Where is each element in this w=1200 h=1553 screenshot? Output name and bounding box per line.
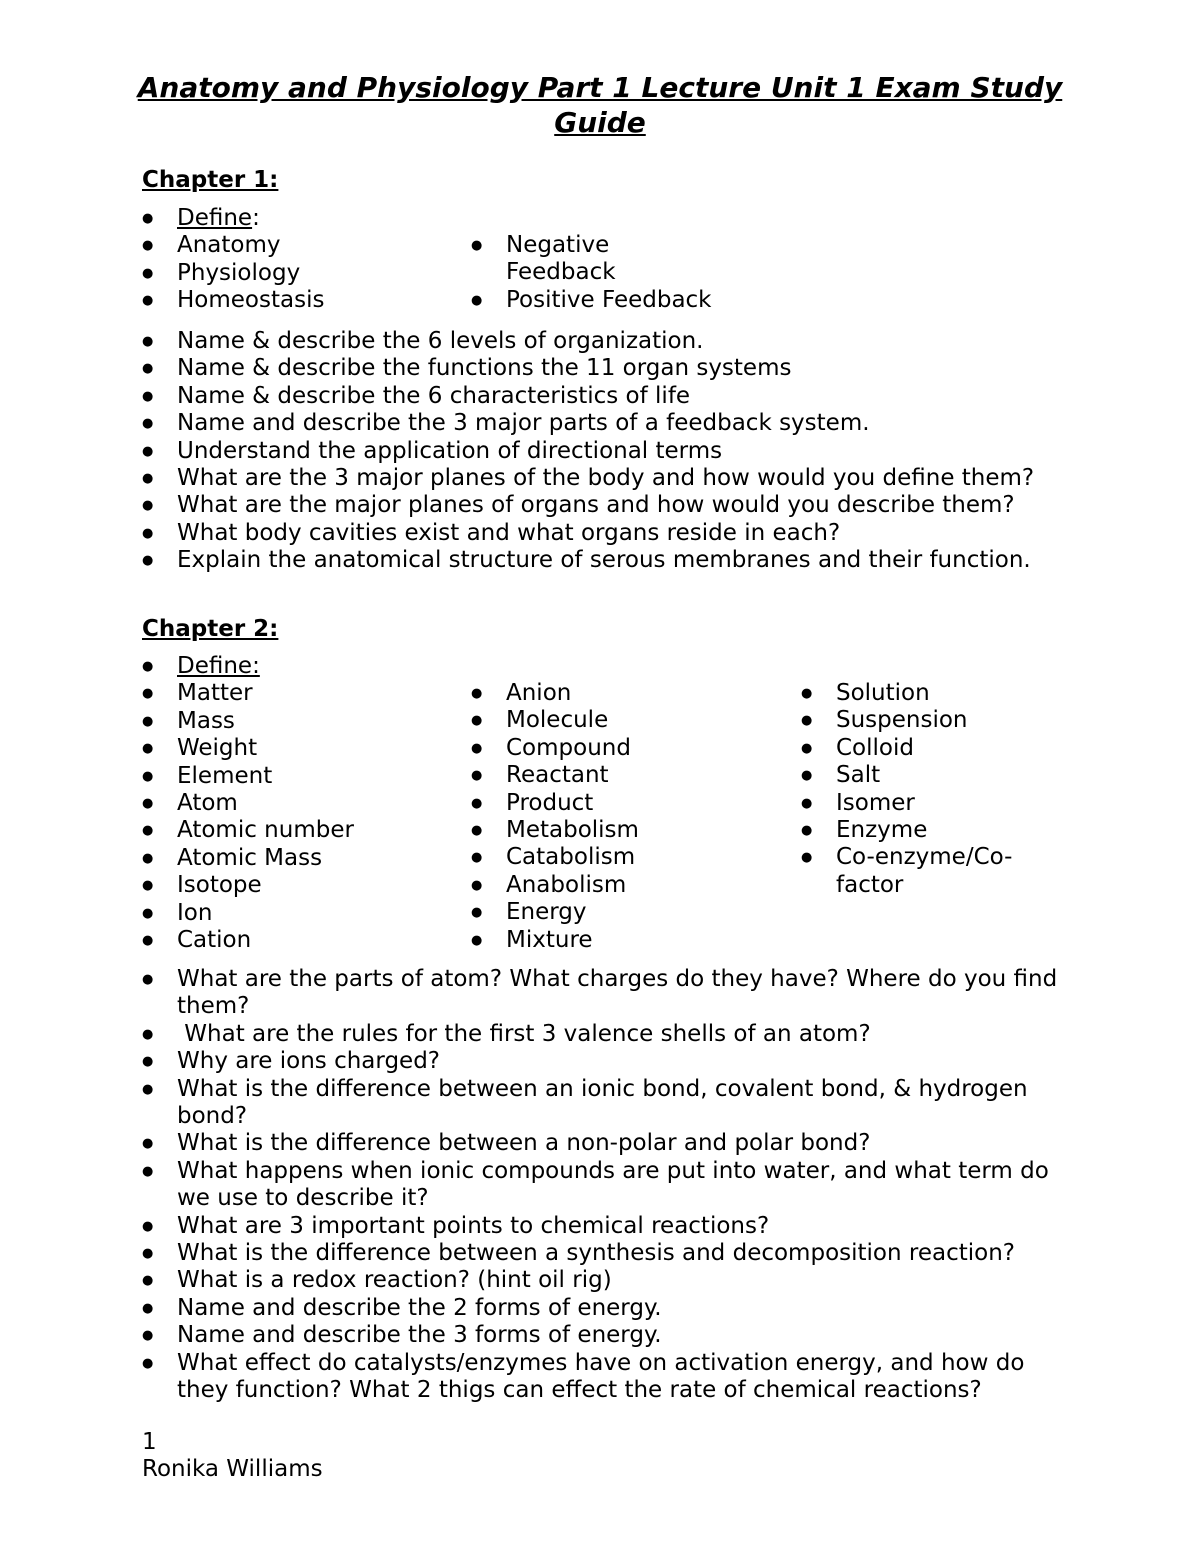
term-item: ● Mixture: [471, 927, 771, 954]
term-item: ● Anabolism: [471, 872, 771, 899]
term-item: ● Co-enzyme/Co-factor: [801, 844, 1031, 899]
question-item: ● Understand the application of directional terms: [142, 438, 1062, 465]
term-item: ● Atomic number: [142, 817, 452, 844]
question-item: ● What is the difference between a non-polar and polar bond?: [142, 1130, 1062, 1157]
term-item: ● Atomic Mass: [142, 845, 452, 872]
chapter-2-define-col-3: [801, 680, 1031, 899]
define-label: Define: [177, 205, 253, 231]
define-item: [142, 653, 452, 680]
term-item: ● Metabolism: [471, 817, 771, 844]
term-item: ● Element: [142, 763, 452, 790]
define-item: [142, 205, 442, 232]
term-item: ● Catabolism: [471, 844, 771, 871]
term-item: ● Salt: [801, 762, 1031, 789]
question-item: ● Explain the anatomical structure of serous membranes and their function.: [142, 547, 1062, 574]
chapter-1-define-col-1: [142, 205, 442, 315]
define-label: Define:: [177, 653, 260, 679]
term-item: ● Isomer: [801, 790, 1031, 817]
chapter-1-define-col-2: [471, 232, 712, 314]
chapter-2-define-col-1: [142, 653, 452, 954]
question-item: ● Name and describe the 3 forms of energy.: [142, 1322, 1062, 1349]
question-item: ● Name & describe the 6 characteristics of life: [142, 383, 1062, 410]
term-item: ● Positive Feedback: [471, 287, 661, 314]
term-item: ● Anion: [471, 680, 771, 707]
chapter-2-questions: [142, 966, 1062, 1405]
term-item: ● Compound: [471, 735, 771, 762]
term-item: ● Product: [471, 790, 771, 817]
question-item: ● What body cavities exist and what organs reside in each?: [142, 520, 1062, 547]
question-item: ● What are the parts of atom? What charges do they have? Where do you find them?: [142, 966, 1062, 1021]
question-item: ● Why are ions charged?: [142, 1048, 1062, 1075]
question-item: ● What are the major planes of organs and how would you describe them?: [142, 492, 1062, 519]
chapter-2-define-col-2: [471, 680, 771, 954]
chapter-1-questions: [142, 328, 1062, 575]
term-item: ● Isotope: [142, 872, 452, 899]
term-item: ● Enzyme: [801, 817, 1031, 844]
define-colon: :: [252, 205, 260, 231]
term-item: ● Atom: [142, 790, 452, 817]
question-item: ● What are the 3 major planes of the body and how would you define them?: [142, 465, 1062, 492]
term-item: ● Colloid: [801, 735, 1031, 762]
chapter-1-heading: Chapter 1:: [142, 167, 279, 193]
term-item: ● Negative Feedback: [471, 232, 661, 287]
term-item: ● Solution: [801, 680, 1031, 707]
term-item: ● Weight: [142, 735, 452, 762]
chapter-2-heading: Chapter 2:: [142, 616, 279, 642]
term-item: ● Anatomy: [142, 232, 442, 259]
question-item: ● What are the rules for the first 3 valence shells of an atom?: [142, 1021, 1062, 1048]
question-item: ● Name and describe the 3 major parts of a feedback system.: [142, 410, 1062, 437]
question-item: ● Name and describe the 2 forms of energy.: [142, 1295, 1062, 1322]
term-item: ● Physiology: [142, 260, 442, 287]
question-item: ● What is the difference between a synthesis and decomposition reaction?: [142, 1240, 1062, 1267]
term-item: ● Energy: [471, 899, 771, 926]
term-item: ● Matter: [142, 680, 452, 707]
term-item: ● Reactant: [471, 762, 771, 789]
page-number: 1: [142, 1429, 157, 1455]
question-item: ● What is a redox reaction? (hint oil rig): [142, 1267, 1062, 1294]
question-item: ● Name & describe the functions the 11 organ systems: [142, 355, 1062, 382]
question-item: ● What effect do catalysts/enzymes have on activation energy, and how do they function? What 2 thigs can effect the rate of chemical reactions?: [142, 1350, 1062, 1405]
term-item: ● Ion: [142, 900, 452, 927]
author-name: Ronika Williams: [142, 1456, 323, 1482]
term-item: ● Homeostasis: [142, 287, 442, 314]
question-item: ● Name & describe the 6 levels of organization.: [142, 328, 1062, 355]
term-item: ● Mass: [142, 708, 452, 735]
term-item: ● Suspension: [801, 707, 1031, 734]
document-title: Anatomy and Physiology Part 1 Lecture Unit 1 Exam Study Guide: [137, 71, 1063, 139]
term-item: ● Cation: [142, 927, 452, 954]
term-item: ● Molecule: [471, 707, 771, 734]
question-item: ● What are 3 important points to chemical reactions?: [142, 1213, 1062, 1240]
question-item: ● What happens when ionic compounds are put into water, and what term do we use to describe it?: [142, 1158, 1062, 1213]
question-item: ● What is the difference between an ionic bond, covalent bond, & hydrogen bond?: [142, 1076, 1062, 1131]
